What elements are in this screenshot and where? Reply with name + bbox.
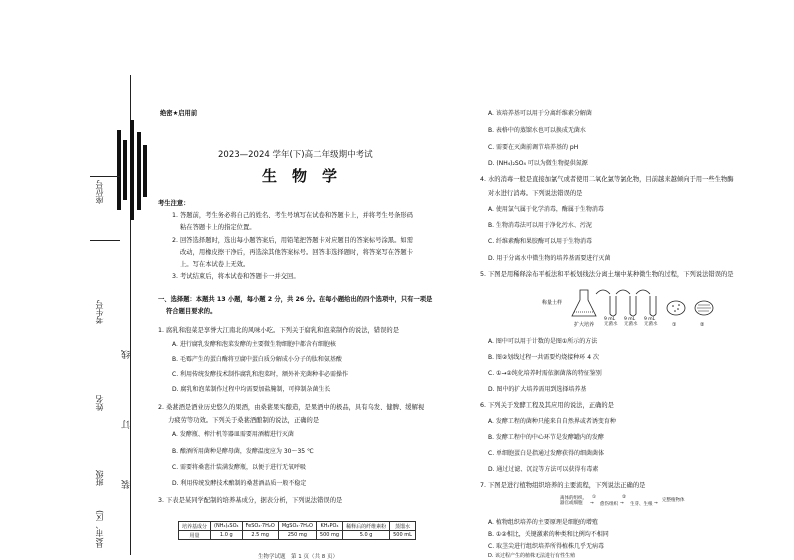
q1-option-b: B. 毛霉产生的蛋白酶将豆腐中蛋白质分解成小分子的肽和氨基酸 (172, 356, 342, 363)
flow-step-2-label: ② (622, 495, 627, 500)
q5-option-d: D. 图中的扩大培养需用到选择培养基 (488, 386, 587, 393)
class-label: 班级 (95, 470, 104, 486)
exam-id-label: 考生号 (95, 300, 104, 324)
q7-option-a: A. 植物组织培养的主要原理是细胞的增殖 (488, 519, 598, 526)
q1-option-c: C. 利用传统发酵技术制作腐乳和泡菜时，额外补充菌种非必需操作 (172, 371, 349, 378)
q7-stem: 7. 下图是进行植物组织培养的主要流程，下列说法正确的是 (480, 482, 646, 489)
table-row (179, 531, 416, 540)
notice-item-2b: 改动，用橡皮擦干净后，再选涂其他答案标号。回答非选择题时，将答案写在答题卡 (180, 249, 413, 256)
notice-item-3: 3. 考试结束后，将本试卷和答题卡一并交回。 (172, 273, 300, 280)
flow-arrow-2: → (620, 501, 624, 506)
fig-soil-label: 称量土样 (542, 300, 563, 306)
school-label: 县(市、区) (95, 510, 104, 549)
q1-option-a: A. 进行腐乳发酵和泡菜发酵的主要微生物细胞中都含有细胞核 (172, 341, 336, 348)
notice-item-1b: 粘在答题卡上的指定位置。 (180, 224, 256, 231)
seal-binding-label: 订 (122, 420, 132, 429)
table-cell: MgSO₄·7H₂O (278, 522, 316, 531)
q7-flow-diagram (560, 497, 720, 517)
table-cell: 1.0 g (211, 531, 243, 540)
notice-item-1: 1. 答题前，考生务必将自己的姓名、考生号填写在试卷和答题卡上，并将考生号条形码 (172, 212, 413, 219)
q1-stem: 1. 腐乳和泡菜是享誉大江南北的风味小吃。下列关于腐乳和泡菜制作的说法，错误的是 (158, 327, 399, 334)
q6-option-b: B. 发酵工程中的中心环节是发酵罐内的发酵 (488, 434, 604, 441)
table-cell: 2.5 mg (242, 531, 278, 540)
q6-option-a: A. 发酵工程的菌种只能来自自然界或者诱变育种 (488, 418, 616, 425)
q3-option-c: C. 需要在灭菌前调节培养基的 pH (488, 144, 579, 151)
table-cell: KH₂PO₄ (316, 522, 342, 531)
fig-water-label-3: 9 mL 无菌水 (644, 317, 658, 327)
test-tube-icons (596, 290, 656, 316)
notice-title: 考生注意： (158, 200, 190, 207)
q5-stem: 5. 下图是用稀释涂布平板法和平板划线法分离土壤中某种微生物的过程，下列说法错误的是 (480, 271, 734, 278)
q4-stem-2: 对水进行消毒。下列说法错误的是 (488, 190, 583, 197)
table-cell: (NH₄)₂SO₄ (211, 522, 243, 531)
notice-item-2c: 上。写在本试卷上无效。 (180, 261, 250, 268)
seal-line-label: 线 (122, 350, 132, 359)
seat-number-label: 座位号 (95, 180, 104, 204)
q7-option-d: D. 该过程产生的植株无法进行有性生殖 (488, 553, 576, 559)
table-cell: 培养基成分 (179, 522, 211, 531)
q4-option-d: D. 用于分离水中微生物的培养基需要进行灭菌 (488, 255, 611, 262)
flow-arrow-1: → (590, 501, 594, 506)
binding-strip (0, 0, 150, 560)
petri-dish-icons (667, 301, 713, 315)
flow-step-plant: 完整植物体 (662, 498, 685, 503)
fig-culture-label: 扩大培养 (574, 322, 595, 328)
confidential-label: 绝密★启用前 (160, 110, 198, 117)
q7-option-c: C. 取茎尖进行组织培养所得植株几乎无病毒 (488, 543, 605, 550)
flow-step-shoot: 生芽、生根 (630, 502, 653, 507)
q6-option-c: C. 单细胞蛋白是指通过发酵获得的细菌菌体 (488, 450, 605, 457)
binding-staircase (117, 120, 150, 220)
q5-option-b: B. 图②划线过程一共需要灼烧接种环 4 次 (488, 354, 599, 361)
q3-option-b: B. 表格中的蒸馏水也可以换成无菌水 (488, 127, 586, 134)
q1-option-d: D. 腐乳和泡菜制作过程中均需要加盐腌制，可抑制杂菌生长 (172, 386, 331, 393)
q3-option-a: A. 该培养基可以用于分离纤维素分解菌 (488, 110, 592, 117)
table-cell: 稀释后的纤维素粉 (343, 522, 390, 531)
q6-option-d: D. 通过过滤、沉淀等方法可以获得有毒素 (488, 466, 599, 473)
table-cell: 500 mL (390, 531, 416, 540)
q6-stem: 6. 下列关于发酵工程及其应用的说法，正确的是 (480, 402, 614, 409)
table-cell: 500 mg (316, 531, 342, 540)
fig-circle-1: ① (672, 322, 677, 328)
q2-option-d: D. 利用传统发酵技术酿制的桑葚酒品质一般不稳定 (172, 480, 307, 487)
flow-arrow-3: → (654, 501, 658, 506)
table-row (179, 522, 416, 531)
q2-option-a: A. 发酵瓶、榨汁机等器皿需要用酒精进行灭菌 (172, 431, 294, 438)
q4-option-b: B. 生物消毒法可以用于净化污水、污泥 (488, 222, 592, 229)
q2-stem-1: 2. 桑葚酒是酒业历史悠久的果酒，由桑葚果实酿造，是果酒中的极品，具有乌发、健脾、缓解视 (158, 404, 425, 411)
table-cell: 250 mg (278, 531, 316, 540)
name-label: 姓名 (95, 395, 104, 411)
q3-option-d: D. (NH₄)₂SO₄ 可以为微生物提供氮源 (488, 160, 588, 167)
fig-water-label-1: 9 mL 无菌水 (604, 317, 618, 327)
q3-culture-table (178, 521, 416, 540)
q4-option-c: C. 纤维素酶和果胶酶可以用于生物消毒 (488, 238, 593, 245)
table-cell: 蒸馏水 (390, 522, 416, 531)
flask-icon (572, 290, 596, 316)
q7-option-b: B. ①②相比，关键激素的种类和比例均不相同 (488, 531, 609, 538)
q2-option-b: B. 酿酒所用菌种是酵母菌，发酵温度应为 30～35 ℃ (172, 448, 314, 455)
notice-item-2: 2. 回答选择题时，选出每小题答案后，用铅笔把答题卡对应题目的答案标号涂黑。如需 (172, 237, 413, 244)
table-cell: 5.0 g (343, 531, 390, 540)
seal-staple-label: 装 (122, 480, 132, 489)
table-cell: 用量 (179, 531, 211, 540)
q4-option-a: A. 使用氯气属于化学消毒，酶属于生物消毒 (488, 206, 604, 213)
q2-stem-2: 力疲劳等功效。下列关于桑葚酒酿制的说法，正确的是 (168, 417, 320, 424)
section1-heading: 一、选择题：本题共 13 小题，每小题 2 分，共 26 分。在每小题给出的四个选项中，只有一项是 (158, 296, 433, 303)
q2-option-c: C. 需要将桑葚汁装满发酵瓶，以便于进行无氧呼吸 (172, 464, 307, 471)
subject-title: 生 物 学 (262, 167, 338, 185)
flow-step-explant: 离体的组织、器官或细胞 (560, 496, 587, 506)
q5-option-a: A. 图中可以用于计数的是图①所示的方法 (488, 338, 598, 345)
q4-stem-1: 4. 水的消毒一般是直接加氯气或者使用二氧化氯等氯化物，目前越来越倾向于用一些生物酶 (480, 176, 734, 183)
fig-circle-2: ② (700, 322, 705, 328)
flow-step-callus: 愈伤组织 (600, 502, 618, 507)
q3-stem: 3. 下表是某同学配制的培养基成分，据表分析，下列说法错误的是 (158, 497, 343, 504)
table-cell: FeSO₄·7H₂O (242, 522, 278, 531)
q5-option-c: C. ①→②纯化培养时需依据菌落的特征鉴别 (488, 370, 602, 377)
flow-step-1-label: ① (592, 495, 597, 500)
exam-title: 2023—2024 学年(下)高二年级期中考试 (218, 150, 373, 160)
fig-water-label-2: 9 mL 无菌水 (624, 317, 638, 327)
section1-heading-2: 符合题目要求的。 (166, 308, 217, 315)
footer-left: 生物学试题 第 1 页（共 8 页） (258, 554, 338, 560)
